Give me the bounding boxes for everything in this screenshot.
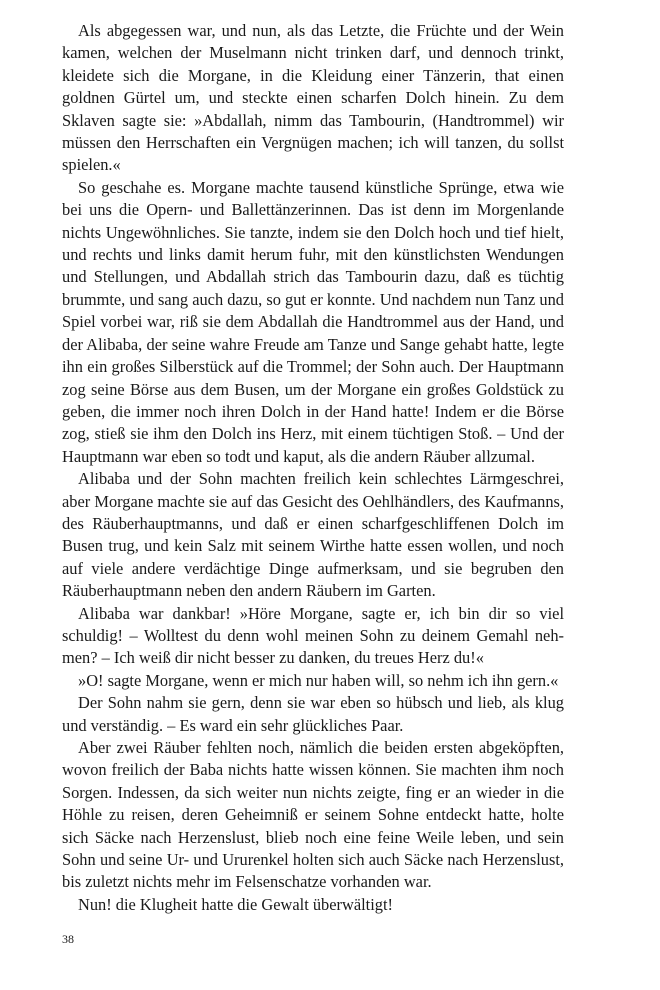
page-body (62, 20, 564, 916)
paragraph-8: Nun! die Klugheit hatte die Gewalt überwältigt! (78, 894, 393, 914)
paragraph-4: Alibaba war dankbar! »Höre Morgane, sagte er, ich bin dir so viel schuldig! – Wolltest du denn wohl meinen Sohn zu deinem Gemahl nehmen? – Ich weiß dir nicht besser zu danken, du treues Herz du!« (62, 603, 564, 668)
paragraph-6: Der Sohn nahm sie gern, denn sie war eben so hübsch und lieb, als klug und verständig. – Es ward ein sehr glückliches Paar. (62, 693, 564, 735)
paragraph-2: So geschahe es. Morgane machte tausend künstliche Sprünge, etwa wie bei uns die Opern- und Ballettänzerinnen. Das ist denn im Morgenlande nichts Ungewöhnliches. Sie tanzte, indem sie den Dolch hoch und tief hielt, und rechts und links damit herum fuhr, mit den künstlichsten Wendungen und Stellungen, und Abdallah strich das Tambourin dazu, daß es tüchtig brummte, und sang auch dazu, so gut er konnte. Und nachdem nun Tanz und Spiel vorbei war, riß sie dem Abdallah die Handtrommel aus der Hand, und der Alibaba, der seine wahre Freude am Tanze und Sange gehabt hatte, legte ihn ein großes Silberstück auf die Trommel; der Sohn auch. Der Hauptmann zog seine Börse aus dem Busen, um der Morgane ein großes Goldstück zu geben, die immer noch ihren Dolch in der Hand hatte! Indem er die Börse zog, stieß sie ihm den Dolch ins Herz, mit einem tüchtigen Stoß. – Und der Hauptmann war eben so todt und kaput, als die andern Räuber allzumal. (62, 177, 564, 466)
paragraph-3: Alibaba und der Sohn machten freilich kein schlechtes Lärmgeschrei, aber Morgane machte sie auf das Gesicht des Oehlhändlers, des Kaufmanns, des Räuberhauptmanns, und daß er einen scharfgeschliffenen Dolch im Busen trug, und kein Salz mit seinem Wirthe hatte essen wollen, und noch auf viele andere verdächtige Dinge aufmerksam, und sie begruben den Räuberhauptmann neben den andern Räubern im Garten. (62, 469, 564, 601)
page-number: 38 (62, 932, 74, 946)
paragraph-1: Als abgegessen war, und nun, als das Letzte, die Früchte und der Wein kamen, welchen der Muselmann nicht trinken darf, und dennoch trinkt, kleidete sich die Morgane, in die Kleidung einer Tänzerin, that einen goldnen Gürtel um, und steckte einen scharfen Dolch hinein. Zu dem Sklaven sagte sie: »Abdallah, nimm das Tambourin, (Handtrommel) wir müssen den Herrschaften ein Vergnügen machen; ich will tanzen, du sollst spielen.« (62, 21, 564, 175)
paragraph-7: Aber zwei Räuber fehlten noch, nämlich die beiden ersten abgeköpften, wovon freilich der Baba nichts hatte wissen können. Sie machten ihm noch Sorgen. Indessen, da sich weiter nun nichts zeigte, fing er an wieder in die Höhle zu reisen, deren Geheimniß er seinem Sohne entdeckt hatte, holte sich Säcke nach Herzenslust, blieb noch eine feine Weile leben, und sein Sohn und seine Ur- und Ururenkel holten sich auch Säcke nach Herzenslust, bis zuletzt nichts mehr im Felsenschatze vorhanden war. (62, 738, 564, 892)
paragraph-5: »O! sagte Morgane, wenn er mich nur haben will, so nehm ich ihn gern.« (78, 670, 559, 690)
